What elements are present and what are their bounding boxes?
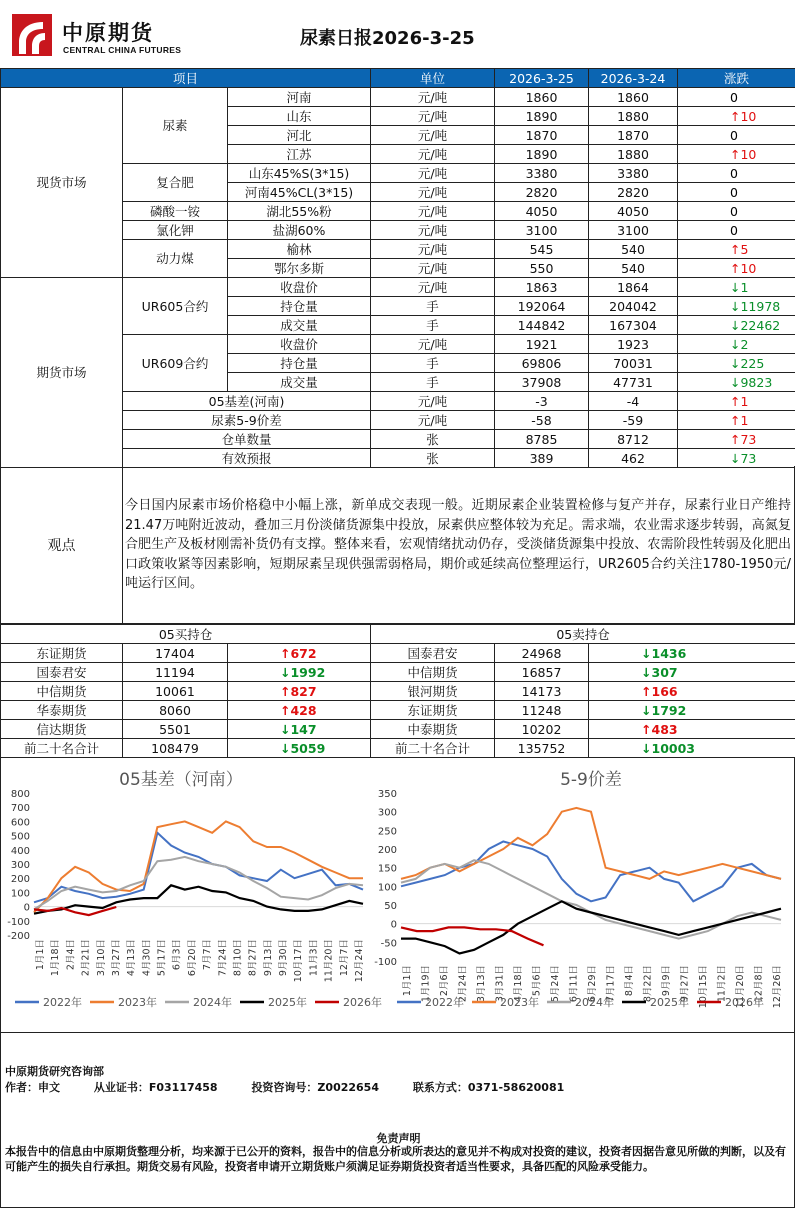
buy-broker: 华泰期货 [1,701,123,720]
y-tick-label: 600 [10,817,30,829]
value-current: 69806 [495,354,589,373]
sell-broker: 东证期货 [371,701,495,720]
sell-change: ↓10003 [589,739,795,758]
x-tick-label: 9月13日 [262,939,274,977]
x-tick-label: 4月13日 [126,939,138,977]
report-title: 尿素日报2026-3-25 [300,28,475,49]
unit-cell: 元/吨 [371,278,495,297]
change-cell: ↓2 [678,335,795,354]
item-label: 山东45%S(3*15) [228,164,371,183]
y-tick-label: 800 [10,789,30,800]
consult-number: 投资咨询号：Z0022654 [251,1081,379,1094]
brand-name-en: CENTRAL CHINA FUTURES [63,45,182,55]
value-previous: 8712 [589,430,678,449]
change-cell: ↓9823 [678,373,795,392]
x-tick-label: 7月7日 [202,939,214,971]
x-tick-label: 1月1日 [402,965,413,997]
author-info [5,1079,594,1095]
sell-broker: 前二十名合计 [371,739,495,758]
change-cell: ↓225 [678,354,795,373]
x-tick-label: 2月4日 [65,939,77,971]
x-tick-label: 3月13日 [476,965,487,1003]
x-tick-label: 10月17日 [293,939,305,983]
unit-cell: 手 [371,316,495,335]
value-previous: -59 [589,411,678,430]
x-tick-label: 6月29日 [587,965,598,1003]
x-tick-label: 8月27日 [247,939,259,977]
unit-cell: 张 [371,430,495,449]
y-tick-label: 300 [10,860,30,871]
y-tick-label: 250 [377,826,397,838]
y-tick-label: 200 [377,845,397,856]
y-tick-label: 0 [390,919,397,931]
buy-change: ↑672 [228,644,371,663]
y-tick-label: -200 [7,931,30,942]
sell-volume: 135752 [495,739,589,758]
value-current: 144842 [495,316,589,335]
y-tick-label: 150 [377,863,397,875]
change-cell: ↓73 [678,449,795,468]
value-previous: -4 [589,392,678,411]
legend-label: 2024年 [193,996,232,1009]
change-cell: ↑10 [678,259,795,278]
brand-name: 中原期货 [62,20,154,45]
unit-cell: 元/吨 [371,411,495,430]
x-tick-label: 6月11日 [568,965,580,1003]
item-label: 成交量 [228,316,371,335]
department: 中原期货研究咨询部 [5,1065,104,1078]
table-row [1,88,795,107]
value-current: -3 [495,392,589,411]
x-tick-label: 12月26日 [772,965,783,1009]
x-tick-label: 7月17日 [605,965,617,1003]
item-label: 湖北55%粉 [228,202,371,221]
section-label-spot: 现货市场 [1,88,123,278]
unit-cell: 元/吨 [371,183,495,202]
unit-cell: 手 [371,373,495,392]
buy-broker: 中信期货 [1,682,123,701]
value-current: 2820 [495,183,589,202]
charts-section [0,757,795,1033]
buy-volume: 5501 [123,720,228,739]
buy-volume: 108479 [123,739,228,758]
item-label: 05基差(河南) [123,392,371,411]
x-tick-label: 11月20日 [323,939,335,983]
value-previous: 70031 [589,354,678,373]
x-tick-label: 4月18日 [513,965,524,1003]
x-tick-label: 1月19日 [420,965,432,1003]
change-cell: ↓11978 [678,297,795,316]
group-label: 动力煤 [123,240,228,278]
positions-row [1,663,795,682]
unit-cell: 元/吨 [371,335,495,354]
value-previous: 1880 [589,107,678,126]
change-cell: 0 [678,183,795,202]
unit-cell: 元/吨 [371,202,495,221]
item-label: 持仓量 [228,354,371,373]
sell-volume: 10202 [495,720,589,739]
x-tick-label: 12月8日 [753,965,765,1003]
buy-positions-title: 05买持仓 [1,625,371,644]
buy-broker: 前二十名合计 [1,739,123,758]
x-tick-label: 2月21日 [80,939,92,977]
change-cell: ↓22462 [678,316,795,335]
unit-cell: 手 [371,354,495,373]
sell-volume: 16857 [495,663,589,682]
legend-label: 2025年 [650,996,689,1009]
view-label: 观点 [1,466,123,623]
section-label-futures: 期货市场 [1,278,123,468]
unit-cell: 张 [371,449,495,468]
contact-phone: 联系方式：0371-58620081 [412,1081,565,1094]
value-previous: 1864 [589,278,678,297]
x-tick-label: 5月17日 [156,939,168,977]
x-tick-label: 9月30日 [278,939,290,977]
item-label: 山东 [228,107,371,126]
positions-row [1,739,795,758]
series-line-2026年 [401,927,544,945]
item-label: 鄂尔多斯 [228,259,371,278]
buy-change: ↑428 [228,701,371,720]
buy-broker: 国泰君安 [1,663,123,682]
x-tick-label: 5月6日 [531,965,543,997]
change-cell: ↑5 [678,240,795,259]
logo-icon [12,14,52,56]
change-cell: 0 [678,221,795,240]
license-number: 从业证书：F03117458 [93,1081,218,1094]
value-previous: 3380 [589,164,678,183]
item-label: 成交量 [228,373,371,392]
chart-title: 5-9价差 [560,770,622,790]
header-unit: 单位 [371,69,495,88]
value-current: 1870 [495,126,589,145]
x-tick-label: 10月15日 [698,965,709,1009]
value-current: 389 [495,449,589,468]
buy-volume: 8060 [123,701,228,720]
sell-change: ↑483 [589,720,795,739]
value-previous: 204042 [589,297,678,316]
header-date-previous: 2026-3-24 [589,69,678,88]
footer [0,1033,795,1208]
x-tick-label: 2月6日 [439,965,450,997]
x-tick-label: 1月1日 [35,939,46,971]
value-previous: 4050 [589,202,678,221]
buy-change: ↓5059 [228,739,371,758]
buy-change: ↓147 [228,720,371,739]
unit-cell: 元/吨 [371,88,495,107]
item-label: 仓单数量 [123,430,371,449]
series-line-2025年 [34,885,363,913]
change-cell: 0 [678,202,795,221]
charts-canvas [1,757,794,1032]
value-previous: 462 [589,449,678,468]
sell-change: ↓1436 [589,644,795,663]
change-cell: ↓1 [678,278,795,297]
change-cell: ↑1 [678,392,795,411]
value-current: 8785 [495,430,589,449]
x-tick-label: 8月10日 [232,939,244,977]
change-cell: 0 [678,126,795,145]
positions-row [1,720,795,739]
header-change: 涨跌 [678,69,795,88]
positions-row [1,682,795,701]
contract-label: UR609合约 [123,335,228,392]
legend-label: 2023年 [500,996,539,1009]
sell-broker: 银河期货 [371,682,495,701]
value-current: 1860 [495,88,589,107]
unit-cell: 元/吨 [371,107,495,126]
change-cell: ↑10 [678,145,795,164]
value-current: 4050 [495,202,589,221]
value-current: 550 [495,259,589,278]
market-table [0,68,795,468]
value-current: 1921 [495,335,589,354]
chart-title: 05基差（河南） [119,770,243,790]
series-line-2022年 [34,833,363,903]
sell-volume: 11248 [495,701,589,720]
unit-cell: 元/吨 [371,240,495,259]
buy-volume: 17404 [123,644,228,663]
y-tick-label: 500 [10,831,30,843]
value-current: 1863 [495,278,589,297]
x-tick-label: 4月30日 [141,939,153,977]
x-tick-label: 11月2日 [716,965,728,1003]
legend-label: 2023年 [118,996,157,1009]
y-tick-label: -50 [380,938,397,950]
group-label: 复合肥 [123,164,228,202]
x-tick-label: 3月31日 [494,965,506,1003]
unit-cell: 元/吨 [371,164,495,183]
sell-broker: 国泰君安 [371,644,495,663]
buy-volume: 10061 [123,682,228,701]
item-label: 盐湖60% [228,221,371,240]
x-tick-label: 5月24日 [550,965,561,1003]
x-tick-label: 3月10日 [95,939,107,977]
buy-broker: 信达期货 [1,720,123,739]
table-header-row [1,69,795,88]
value-current: -58 [495,411,589,430]
value-previous: 2820 [589,183,678,202]
positions-title-row [1,625,795,644]
positions-table [0,624,795,758]
value-current: 1890 [495,107,589,126]
item-label: 河南 [228,88,371,107]
author: 作者：申文 [5,1081,60,1094]
x-tick-label: 8月4日 [624,965,635,997]
unit-cell: 元/吨 [371,221,495,240]
value-current: 3100 [495,221,589,240]
group-label: 磷酸一铵 [123,202,228,221]
sell-volume: 14173 [495,682,589,701]
unit-cell: 手 [371,297,495,316]
value-current: 37908 [495,373,589,392]
item-label: 河北 [228,126,371,145]
contract-label: UR605合约 [123,278,228,335]
change-cell: ↑73 [678,430,795,449]
item-label: 榆林 [228,240,371,259]
item-label: 河南45%CL(3*15) [228,183,371,202]
disclaimer-title: 免责声明 [376,1132,421,1145]
disclaimer-text: 本报告中的信息由中原期货整理分析，均来源于已公开的资料，报告中的信息分析或所表达的意见并不构成对投资的建议，投资者因据告意见所做的判断，以及有可能产生的损失自行承担。期货交易有风险，投资者申请开立期货账户须满足证券期货投资者适当性要求，具备匹配的风险承受能力。 [5,1145,786,1173]
value-previous: 540 [589,259,678,278]
value-previous: 47731 [589,373,678,392]
value-previous: 1870 [589,126,678,145]
x-tick-label: 2月24日 [457,965,469,1003]
y-tick-label: 400 [10,845,30,857]
legend-label: 2026年 [725,996,764,1009]
sell-positions-title: 05卖持仓 [371,625,795,644]
series-line-2024年 [34,857,363,910]
table-row [1,278,795,297]
item-label: 有效预报 [123,449,371,468]
x-tick-label: 12月7日 [338,939,350,977]
value-previous: 1860 [589,88,678,107]
y-tick-label: 100 [10,888,30,900]
unit-cell: 元/吨 [371,392,495,411]
item-label: 江苏 [228,145,371,164]
x-tick-label: 9月27日 [679,965,691,1003]
change-cell: ↑1 [678,411,795,430]
unit-cell: 元/吨 [371,145,495,164]
positions-row [1,644,795,663]
change-cell: ↑10 [678,107,795,126]
buy-broker: 东证期货 [1,644,123,663]
report-header [0,0,795,68]
x-tick-label: 7月24日 [217,939,229,977]
sell-volume: 24968 [495,644,589,663]
sell-broker: 中信期货 [371,663,495,682]
unit-cell: 元/吨 [371,126,495,145]
value-current: 3380 [495,164,589,183]
legend-label: 2022年 [43,996,82,1009]
view-section [0,466,795,624]
item-label: 持仓量 [228,297,371,316]
sell-change: ↓1792 [589,701,795,720]
change-cell: 0 [678,88,795,107]
x-tick-label: 6月3日 [171,939,183,971]
value-current: 545 [495,240,589,259]
x-tick-label: 11月20日 [735,965,746,1009]
buy-change: ↓1992 [228,663,371,682]
y-tick-label: 50 [384,901,397,912]
value-previous: 540 [589,240,678,259]
unit-cell: 元/吨 [371,259,495,278]
y-tick-label: 100 [377,882,397,894]
group-label: 尿素 [123,88,228,164]
y-tick-label: 700 [10,803,30,815]
value-current: 192064 [495,297,589,316]
buy-volume: 11194 [123,663,228,682]
change-cell: 0 [678,164,795,183]
value-previous: 1923 [589,335,678,354]
y-tick-label: 200 [10,874,30,886]
legend-label: 2024年 [575,996,614,1009]
sell-broker: 中泰期货 [371,720,495,739]
value-current: 1890 [495,145,589,164]
header-item: 项目 [1,69,371,88]
x-tick-label: 11月3日 [308,939,320,977]
x-tick-label: 1月18日 [50,939,62,977]
y-tick-label: 0 [23,902,30,914]
positions-row [1,701,795,720]
sell-change: ↓307 [589,663,795,682]
x-tick-label: 12月24日 [354,939,365,983]
item-label: 收盘价 [228,335,371,354]
sell-change: ↑166 [589,682,795,701]
legend-label: 2025年 [268,996,307,1009]
y-tick-label: 300 [377,807,397,819]
y-tick-label: -100 [374,957,397,968]
item-label: 尿素5-9价差 [123,411,371,430]
value-previous: 167304 [589,316,678,335]
legend-label: 2022年 [425,996,464,1009]
x-tick-label: 8月22日 [642,965,654,1003]
x-tick-label: 9月9日 [661,965,672,997]
x-tick-label: 3月27日 [110,939,122,977]
y-tick-label: -100 [7,916,30,928]
value-previous: 3100 [589,221,678,240]
header-date-current: 2026-3-25 [495,69,589,88]
legend-label: 2026年 [343,996,382,1009]
view-text: 今日国内尿素市场价格稳中小幅上涨，新单成交表现一般。近期尿素企业装置检修与复产并存，尿素行业日产维持21.47万吨附近波动，叠加三月份淡储货源集中投放，尿素供应整体较为充足。需求端，农业需求逐步转弱，高氮复合肥生产及板材刚需补货仍有支撑。整体来看，宏观情绪扰动仍存，受淡储货源集中投放、农需阶段性转弱及化肥出口政策收紧等因素影响，短期尿素呈现供强需弱格局，期价或延续高位整理运行，UR2605合约关注1780-1950元/吨运行区间。 [125,498,791,591]
x-tick-label: 6月20日 [186,939,198,977]
group-label: 氯化钾 [123,221,228,240]
item-label: 收盘价 [228,278,371,297]
y-tick-label: 350 [377,789,397,800]
buy-change: ↑827 [228,682,371,701]
value-previous: 1880 [589,145,678,164]
